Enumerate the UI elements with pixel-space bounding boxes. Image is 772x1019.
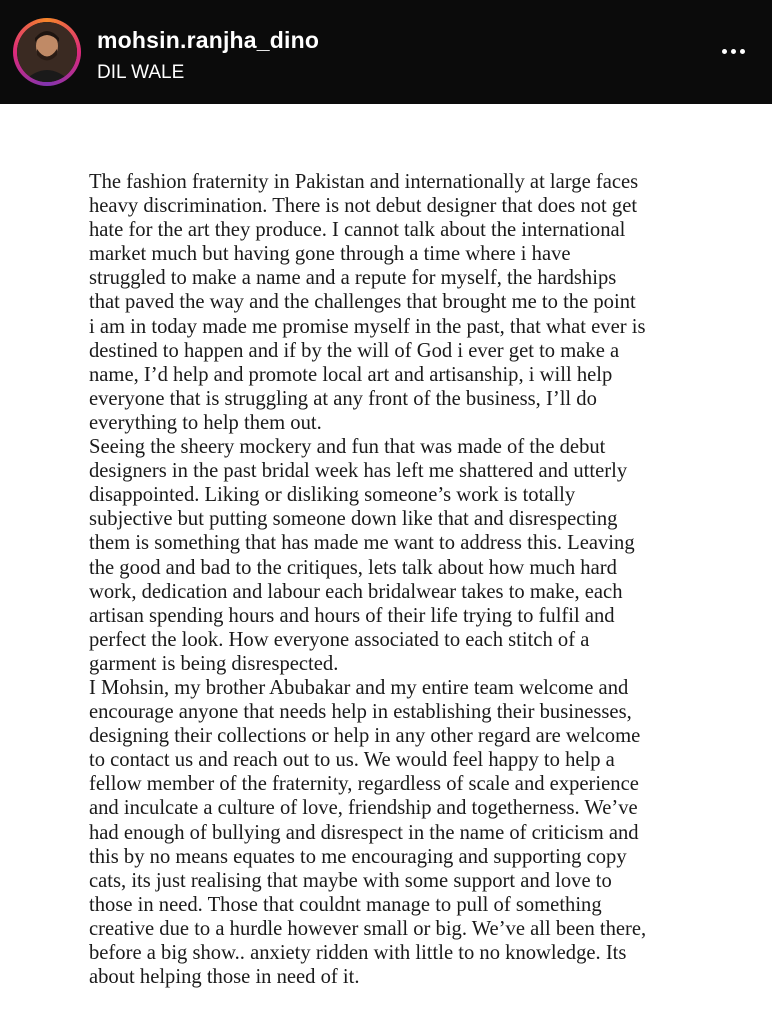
text-line: designing their collections or help in any other regard are welcome (89, 725, 641, 748)
text-line: to contact us and reach out to us. We would feel happy to help a (89, 749, 615, 772)
text-line: them is something that has made me want to address this. Leaving (89, 532, 635, 555)
text-line: market much but having gone through a time where i have (89, 243, 571, 266)
text-line: everyone that is struggling at any front of the business, I’ll do (89, 387, 597, 410)
dot-icon (722, 49, 727, 54)
text-line: i am in today made me promise myself in the past, that what ever is (89, 315, 646, 338)
text-line: perfect the look. How everyone associated to each stitch of a (89, 628, 590, 651)
text-line: about helping those in need of it. (89, 966, 360, 989)
text-line: work, dedication and labour each bridalwear takes to make, each (89, 580, 623, 603)
text-line: garment is being disrespected. (89, 652, 339, 675)
text-line: cats, its just realising that maybe with some support and love to (89, 869, 612, 892)
text-line: destined to happen and if by the will of God i ever get to make a (89, 339, 620, 362)
dot-icon (740, 49, 745, 54)
text-line: disappointed. Liking or disliking someone’s work is totally (89, 484, 576, 507)
text-line: those in need. Those that couldnt manage to pull of something (89, 893, 602, 916)
text-line: name, I’d help and promote local art and artisanship, i will help (89, 363, 613, 386)
text-line: designers in the past bridal week has left me shattered and utterly (89, 460, 628, 483)
text-line: hate for the art they produce. I cannot talk about the international (89, 219, 626, 242)
avatar[interactable] (17, 22, 77, 82)
text-line: the good and bad to the critiques, lets talk about how much hard (89, 556, 617, 579)
avatar-story-ring[interactable] (13, 18, 81, 86)
text-line: heavy discrimination. There is not debut designer that does not get (89, 195, 638, 218)
text-line: had enough of bullying and disrespect in the name of criticism and (89, 821, 639, 844)
text-line: everything to help them out. (89, 411, 322, 434)
text-line: encourage anyone that needs help in establishing their businesses, (89, 701, 632, 724)
more-options-icon[interactable] (718, 36, 748, 66)
text-line: this by no means equates to me encouraging and supporting copy (89, 845, 627, 868)
text-line: that paved the way and the challenges that brought me to the point (89, 291, 636, 314)
text-line: artisan spending hours and hours of their life trying to fulfil and (89, 604, 615, 627)
username[interactable]: mohsin.ranjha_dino (97, 27, 320, 53)
post-text (89, 170, 739, 989)
text-line: and inculcate a culture of love, friendship and togetherness. We’ve (89, 797, 638, 820)
text-line: Seeing the sheery mockery and fun that was made of the debut (89, 436, 606, 459)
profile-avatar-icon (17, 22, 77, 82)
text-line: struggled to make a name and a repute for myself, the hardships (89, 267, 617, 290)
dot-icon (731, 49, 736, 54)
text-line: subjective but putting someone down like that and disrespecting (89, 508, 618, 531)
text-line: before a big show.. anxiety ridden with little to no knowledge. Its (89, 942, 627, 964)
story-subtitle: DIL WALE (97, 62, 185, 83)
story-header (0, 0, 772, 104)
text-line: creative due to a hurdle however small or big. We’ve all been there, (89, 917, 647, 940)
text-line: fellow member of the fraternity, regardless of scale and experience (89, 773, 639, 796)
text-line: I Mohsin, my brother Abubakar and my entire team welcome and (89, 676, 629, 699)
text-line: The fashion fraternity in Pakistan and internationally at large faces (89, 171, 639, 193)
